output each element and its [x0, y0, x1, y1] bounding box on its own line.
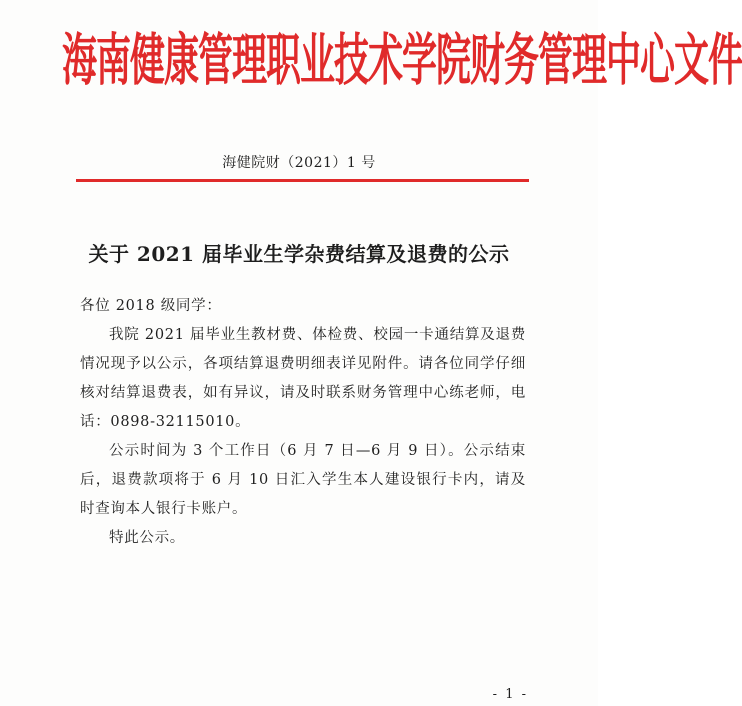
document-number: 海健院财（2021）1 号 — [222, 155, 376, 171]
paragraph-settlement: 我院 2021 届毕业生教材费、体检费、校园一卡通结算及退费情况现予以公示，各项结算退费明细表详见附件。请各位同学仔细核对结算退费表，如有异议，请及时联系财务管理中心练老师，电话：0898-32115010。 — [80, 327, 526, 430]
paragraph-schedule: 公示时间为 3 个工作日（6 月 7 日—6 月 9 日）。公示结束后，退费款项将于 6 月 10 日汇入学生本人建设银行卡内，请及时查询本人银行卡账户。 — [80, 443, 526, 517]
page-number: - 1 - — [492, 687, 528, 702]
notice-body — [80, 292, 526, 553]
notice-title: 关于 2021 届毕业生学杂费结算及退费的公示 — [88, 242, 510, 266]
salutation: 各位 2018 级同学： — [80, 298, 222, 314]
document-header-title: 海南健康管理职业技术学院财务管理中心文件 — [62, 30, 742, 94]
red-header-rule — [76, 179, 529, 182]
paragraph-closing: 特此公示。 — [109, 530, 185, 546]
